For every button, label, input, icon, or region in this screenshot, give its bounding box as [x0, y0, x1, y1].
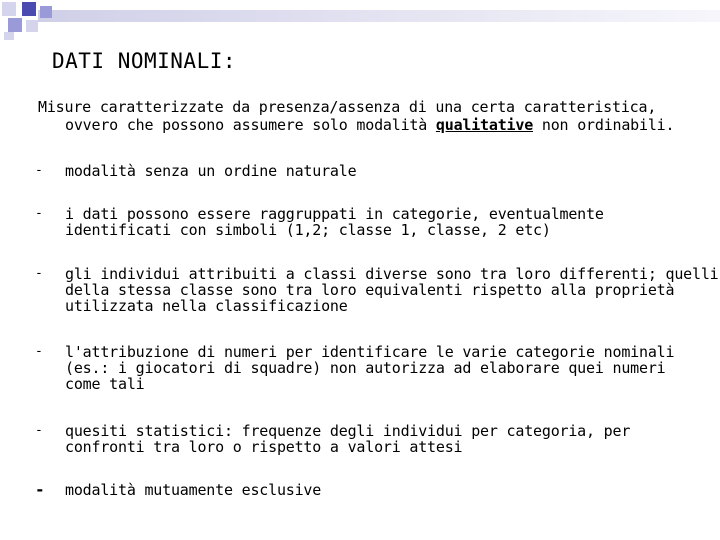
header-decoration — [0, 0, 720, 40]
intro-line-2-end: non ordinabili. — [533, 116, 675, 134]
bullet-text — [65, 265, 719, 315]
decor-square-6 — [4, 32, 14, 40]
intro-paragraph — [38, 98, 678, 134]
bullet-text — [65, 482, 685, 498]
bullet-line: confronti tra loro o rispetto a valori attesi — [65, 438, 463, 456]
bullet-line: i dati possono essere raggruppati in categorie, eventualmente — [65, 205, 604, 223]
decor-square-5 — [26, 20, 38, 32]
bullet-dash: - — [35, 206, 43, 221]
intro-line-2-start: ovvero che possono assumere solo modalità — [65, 116, 436, 134]
bullet-text — [65, 423, 685, 455]
bullet-line: (es.: i giocatori di squadre) non autorizza ad elaborare quei numeri — [65, 359, 666, 377]
bullet-line: della stessa classe sono tra loro equivalenti rispetto alla proprietà — [65, 281, 675, 299]
decor-square-1 — [2, 2, 16, 16]
bullet-dash: - — [35, 480, 45, 499]
bullet-dash: - — [35, 344, 43, 359]
bullet-dash: - — [35, 163, 43, 178]
intro-line-1: Misure caratterizzate da presenza/assenza di una certa caratteristica, — [38, 98, 657, 116]
intro-line-2 — [38, 116, 678, 134]
header-bar — [38, 10, 720, 22]
bullet-text — [65, 344, 685, 392]
decor-square-2 — [22, 2, 36, 16]
decor-square-3 — [40, 6, 52, 18]
bullet-line: identificati con simboli (1,2; classe 1, classe, 2 etc) — [65, 221, 551, 239]
bullet-line: gli individui attribuiti a classi diverse sono tra loro differenti; quelli — [65, 265, 719, 283]
bullet-dash: - — [35, 423, 43, 438]
intro-keyword: qualitative — [435, 116, 534, 134]
page-title: DATI NOMINALI: — [52, 49, 237, 73]
bullet-line: quesiti statistici: frequenze degli individui per categoria, per — [65, 422, 631, 440]
bullet-line: come tali — [65, 375, 145, 393]
bullet-dash: - — [35, 266, 43, 281]
bullet-line: l'attribuzione di numeri per identificare le varie categorie nominali — [65, 343, 675, 361]
bullet-text — [65, 206, 685, 238]
bullet-text — [65, 163, 685, 179]
bullet-line: modalità mutuamente esclusive — [65, 481, 322, 499]
bullet-line: utilizzata nella classificazione — [65, 297, 348, 315]
decor-square-4 — [8, 18, 22, 32]
bullet-line: modalità senza un ordine naturale — [65, 162, 357, 180]
